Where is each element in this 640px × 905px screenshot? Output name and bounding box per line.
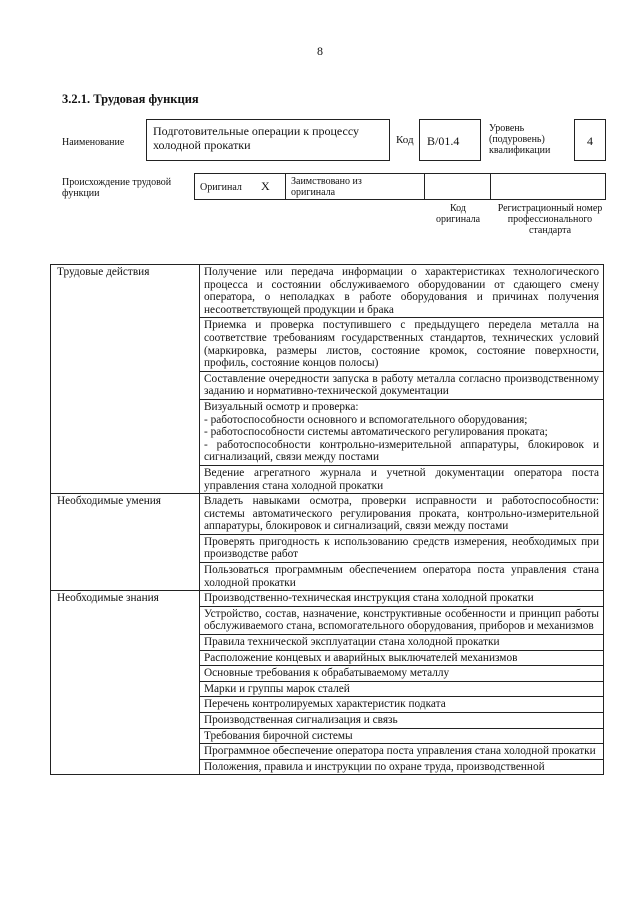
original-code-label: Код оригинала [435, 203, 481, 225]
page-number: 8 [317, 44, 323, 58]
item-cell: Программное обеспечение оператора поста управления стана холодной прокатки [200, 744, 604, 760]
section-title: 3.2.1. Трудовая функция [62, 92, 199, 106]
item-cell: Пользоваться программным обеспечением оператора поста управления стана холодной прокатки [200, 563, 604, 591]
category-cell: Необходимые знания [51, 591, 200, 775]
item-cell: Требования бирочной системы [200, 728, 604, 744]
level-label: Уровень (подуровень) квалификации [489, 123, 551, 156]
code-label: Код [396, 134, 414, 146]
item-cell: Приемка и проверка поступившего с предыдущего передела металла на соответствие требованиям государственных стандартов, технических условий (маркировка, размеры листов, состояние кромок, состояние поверхности, профиль, состояние концов полосы) [200, 318, 604, 371]
code-value: B/01.4 [427, 134, 460, 148]
labor-functions-table [50, 264, 604, 775]
item-cell: Перечень контролируемых характеристик подката [200, 697, 604, 713]
item-cell: Устройство, состав, назначение, конструктивные особенности и принцип работы обслуживаемого стана, вспомогательного оборудования, приборов и механизмов [200, 606, 604, 634]
category-cell: Необходимые умения [51, 494, 200, 591]
item-cell: Производственная сигнализация и связь [200, 713, 604, 729]
item-cell: Владеть навыками осмотра, проверки исправности и работоспособности: системы автоматического регулирования проката, контрольно-измерительной аппаратуры, блокировок и сигнализаций, связи между постами [200, 494, 604, 535]
origin-label: Происхождение трудовой функции [62, 177, 172, 199]
level-value: 4 [587, 134, 593, 148]
reg-number-box [490, 173, 606, 200]
table-body [51, 265, 604, 775]
table-row [51, 591, 604, 607]
reg-number-label: Регистрационный номер профессионального стандарта [497, 203, 603, 236]
original-box [194, 173, 286, 200]
code-box [419, 119, 481, 161]
table-row [51, 265, 604, 318]
name-box [146, 119, 390, 161]
level-box [574, 119, 606, 161]
original-code-box [424, 173, 491, 200]
item-cell: Визуальный осмотр и проверка: - работоспособности основного и вспомогательного оборудования; - работоспособности системы автоматического регулирования проката; - работоспособности контрольно-измерительной аппаратуры, блокировок и сигнализаций, связи между постами [200, 399, 604, 465]
item-cell: Производственно-техническая инструкция стана холодной прокатки [200, 591, 604, 607]
table-row [51, 494, 604, 535]
item-cell: Составление очередности запуска в работу металла согласно производственному заданию и нормативно-технической документации [200, 371, 604, 399]
item-cell: Положения, правила и инструкции по охране труда, производственной [200, 759, 604, 775]
item-cell: Расположение концевых и аварийных выключателей механизмов [200, 650, 604, 666]
original-mark: X [261, 179, 270, 193]
name-label: Наименование [62, 137, 125, 148]
name-value: Подготовительные операции к процессу холодной прокатки [153, 124, 360, 152]
item-cell: Марки и группы марок сталей [200, 681, 604, 697]
item-cell: Ведение агрегатного журнала и учетной документации оператора поста управления стана холодной прокатки [200, 465, 604, 493]
item-cell: Получение или передача информации о характеристиках технологического процесса и состоянии обслуживаемого оборудовании от сдающего смену оператора, о неполадках в работе оборудования и причинах получения несоответствующей продукции и брака [200, 265, 604, 318]
category-cell: Трудовые действия [51, 265, 200, 494]
item-cell: Правила технической эксплуатации стана холодной прокатки [200, 635, 604, 651]
borrowed-box [285, 173, 425, 200]
borrowed-label: Заимствовано из оригинала [291, 176, 362, 198]
item-cell: Проверять пригодность к использованию средств измерения, необходимых при производстве работ [200, 534, 604, 562]
item-cell: Основные требования к обрабатываемому металлу [200, 666, 604, 682]
original-label: Оригинал [200, 182, 242, 193]
